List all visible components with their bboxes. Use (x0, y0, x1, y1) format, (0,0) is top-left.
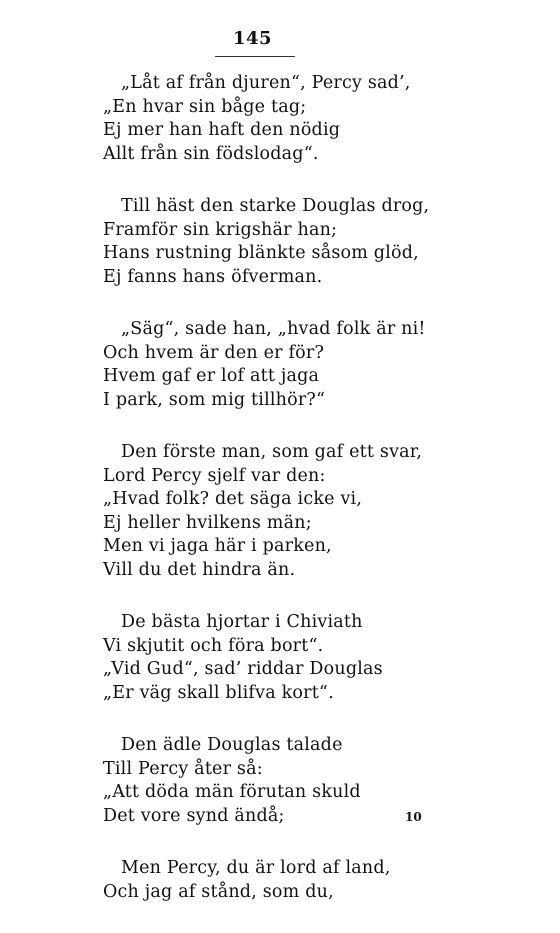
poem-line: Den förste man, som gaf ett svar, (121, 442, 423, 462)
poem-line: Ej heller hvilkens män; (103, 512, 312, 533)
poem-line: Den ädle Douglas talade (121, 735, 343, 755)
poem-line: Ej fanns hans öfverman. (103, 266, 323, 287)
poem-line: Vill du det hindra än. (103, 559, 296, 580)
poem-line: Till Percy åter så: (103, 758, 263, 779)
poem-line: Hans rustning blänkte såsom glöd, (103, 243, 419, 263)
poem-line: Hvem gaf er lof att jaga (103, 366, 320, 386)
poem-line: „Er väg skall blifva kort“. (103, 682, 334, 703)
poem-line: „Hvad folk? det säga icke vi, (103, 489, 363, 509)
poem-line: Lord Percy sjelf var den: (103, 465, 326, 486)
poem-line: Det vore synd ändå; (103, 805, 285, 826)
poem-line: I park, som mig tillhör?“ (103, 389, 326, 410)
stanza (103, 734, 423, 828)
stanza (103, 857, 423, 904)
page-number: 145 (232, 28, 273, 49)
poem-line: Till häst den starke Douglas drog, (121, 196, 430, 216)
poem-line: „Låt af från djuren“, Percy sad’, (121, 73, 411, 93)
stanza (103, 611, 423, 705)
poem-line: Vi skjutit och föra bort“. (103, 635, 324, 656)
poem-line: „En hvar sin båge tag; (103, 96, 307, 117)
poem-line: „Att döda män förutan skuld (103, 782, 361, 802)
stanza (103, 195, 430, 289)
stanza (103, 318, 426, 412)
poem-line: Ej mer han haft den nödig (103, 120, 341, 140)
poem-line: De bästa hjortar i Chiviath (121, 612, 363, 632)
poem-line: Och jag af stånd, som du, (103, 881, 334, 902)
poem-line: Framför sin krigshär han; (103, 219, 338, 240)
poem-body (103, 72, 430, 933)
poem-line: „Vid Gud“, sad’ riddar Douglas (103, 659, 383, 679)
poem-line: Men vi jaga här i parken, (103, 536, 332, 556)
stanza (103, 72, 423, 166)
poem-line: Men Percy, du är lord af land, (121, 858, 391, 878)
poem-line: Och hvem är den er för? (103, 342, 325, 363)
header-rule (215, 56, 295, 57)
poem-line: Allt från sin födslodag“. (103, 143, 319, 164)
poem-line: „Säg“, sade han, „hvad folk är ni! (121, 319, 426, 339)
printer-signature-mark: 10 (405, 810, 422, 824)
stanza (103, 441, 423, 582)
